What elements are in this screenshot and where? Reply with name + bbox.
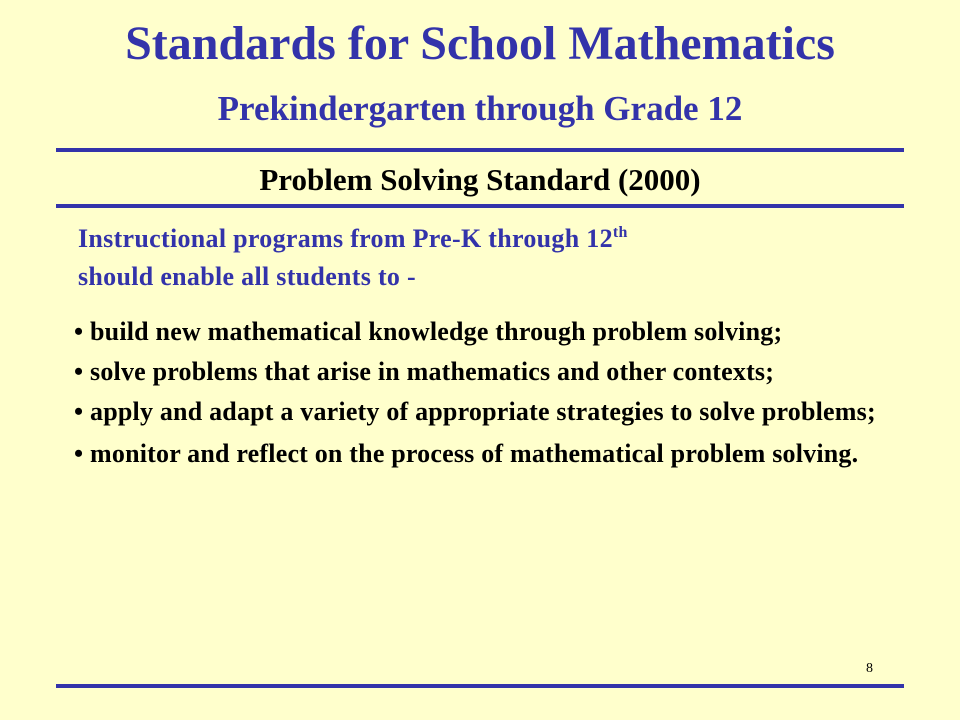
intro-line-1-text: Instructional programs from Pre-K through 12 — [78, 224, 613, 253]
ordinal-superscript: th — [612, 224, 628, 241]
section-divider — [56, 204, 904, 208]
bottom-divider — [56, 684, 904, 688]
page-number: 8 — [866, 661, 873, 676]
bullet-text: monitor and reflect on the process of mathematical problem solving. — [90, 439, 859, 468]
bullet-glyph: • — [74, 317, 84, 346]
bullet-glyph: • — [74, 357, 84, 386]
bullet-text: apply and adapt a variety of appropriate strategies to solve problems; — [90, 397, 876, 426]
section-heading: Problem Solving Standard (2000) — [259, 162, 701, 197]
bullet-text: solve problems that arise in mathematics and other contexts; — [90, 357, 775, 386]
bullet-item — [74, 392, 904, 432]
standards-bullet-list — [74, 312, 904, 474]
bullet-glyph: • — [74, 397, 84, 426]
slide-subtitle: Prekindergarten through Grade 12 — [217, 89, 743, 128]
bullet-glyph: • — [74, 439, 84, 468]
intro-line-2: should enable all students to - — [78, 262, 416, 291]
intro-text — [78, 220, 918, 296]
bullet-item — [74, 352, 904, 392]
bullet-item — [74, 434, 904, 474]
top-divider — [56, 148, 904, 152]
slide-title: Standards for School Mathematics — [125, 17, 835, 70]
bullet-item — [74, 312, 904, 352]
bullet-text: build new mathematical knowledge through problem solving; — [90, 317, 783, 346]
intro-line-1 — [78, 224, 628, 253]
